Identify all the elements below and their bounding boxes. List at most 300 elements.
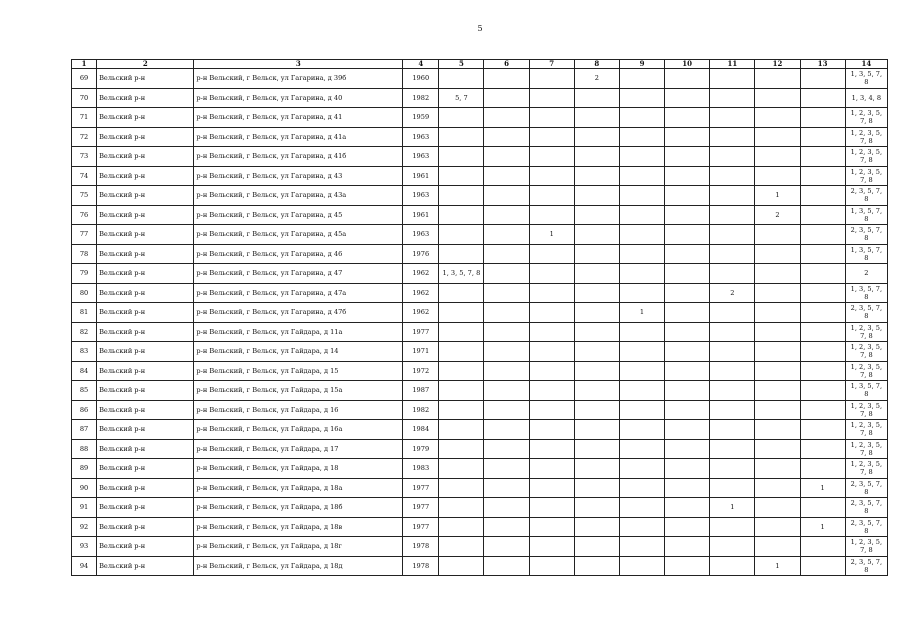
district-cell: Вельский р-н bbox=[97, 303, 194, 323]
col7-cell bbox=[529, 147, 574, 167]
col9-cell bbox=[619, 498, 664, 518]
col6-cell bbox=[484, 166, 529, 186]
row-number-cell: 70 bbox=[72, 88, 97, 108]
col14-cell: 1, 2, 3, 5, 7, 8 bbox=[845, 166, 887, 186]
table-row bbox=[72, 244, 888, 264]
col9-cell bbox=[619, 556, 664, 576]
address-cell: р-н Вельский, г Вельск, ул Гагарина, д 46 bbox=[194, 244, 403, 264]
col7-cell bbox=[529, 400, 574, 420]
col12-cell bbox=[755, 361, 800, 381]
col10-cell bbox=[665, 556, 710, 576]
col14-cell: 1, 2, 3, 5, 7, 8 bbox=[845, 322, 887, 342]
col13-cell bbox=[800, 381, 845, 401]
year-cell: 1978 bbox=[403, 556, 439, 576]
col13-cell bbox=[800, 186, 845, 206]
col7-cell bbox=[529, 166, 574, 186]
col14-cell: 2, 3, 5, 7, 8 bbox=[845, 478, 887, 498]
col9-cell bbox=[619, 439, 664, 459]
table-row bbox=[72, 283, 888, 303]
col11-cell bbox=[710, 459, 755, 479]
col8-cell bbox=[574, 108, 619, 128]
district-cell: Вельский р-н bbox=[97, 88, 194, 108]
column-header-8: 8 bbox=[574, 60, 619, 69]
col12-cell bbox=[755, 303, 800, 323]
year-cell: 1961 bbox=[403, 166, 439, 186]
col14-cell: 2, 3, 5, 7, 8 bbox=[845, 186, 887, 206]
address-cell: р-н Вельский, г Вельск, ул Гайдара, д 16 bbox=[194, 400, 403, 420]
col12-cell bbox=[755, 108, 800, 128]
row-number-cell: 83 bbox=[72, 342, 97, 362]
table-row bbox=[72, 147, 888, 167]
address-cell: р-н Вельский, г Вельск, ул Гайдара, д 18б bbox=[194, 498, 403, 518]
col9-cell bbox=[619, 225, 664, 245]
col14-cell: 1, 3, 4, 8 bbox=[845, 88, 887, 108]
col7-cell bbox=[529, 439, 574, 459]
col8-cell bbox=[574, 283, 619, 303]
row-number-cell: 71 bbox=[72, 108, 97, 128]
col13-cell bbox=[800, 459, 845, 479]
year-cell: 1963 bbox=[403, 186, 439, 206]
col13-cell bbox=[800, 166, 845, 186]
col10-cell bbox=[665, 400, 710, 420]
col13-cell bbox=[800, 361, 845, 381]
col11-cell bbox=[710, 264, 755, 284]
col7-cell bbox=[529, 264, 574, 284]
col5-cell bbox=[439, 244, 484, 264]
col12-cell bbox=[755, 127, 800, 147]
col5-cell bbox=[439, 322, 484, 342]
col12-cell bbox=[755, 244, 800, 264]
col10-cell bbox=[665, 342, 710, 362]
col13-cell bbox=[800, 420, 845, 440]
col6-cell bbox=[484, 459, 529, 479]
address-cell: р-н Вельский, г Вельск, ул Гайдара, д 15 bbox=[194, 361, 403, 381]
address-cell: р-н Вельский, г Вельск, ул Гайдара, д 18а bbox=[194, 478, 403, 498]
col9-cell bbox=[619, 264, 664, 284]
table-row bbox=[72, 459, 888, 479]
address-cell: р-н Вельский, г Вельск, ул Гагарина, д 47а bbox=[194, 283, 403, 303]
col10-cell bbox=[665, 537, 710, 557]
col10-cell bbox=[665, 439, 710, 459]
col11-cell bbox=[710, 303, 755, 323]
col14-cell: 1, 2, 3, 5, 7, 8 bbox=[845, 127, 887, 147]
year-cell: 1977 bbox=[403, 478, 439, 498]
col8-cell bbox=[574, 400, 619, 420]
col5-cell bbox=[439, 439, 484, 459]
district-cell: Вельский р-н bbox=[97, 478, 194, 498]
district-cell: Вельский р-н bbox=[97, 205, 194, 225]
col6-cell bbox=[484, 517, 529, 537]
col14-cell: 1, 2, 3, 5, 7, 8 bbox=[845, 342, 887, 362]
col7-cell bbox=[529, 244, 574, 264]
col8-cell bbox=[574, 322, 619, 342]
district-cell: Вельский р-н bbox=[97, 439, 194, 459]
col5-cell bbox=[439, 303, 484, 323]
col12-cell bbox=[755, 283, 800, 303]
col12-cell: 1 bbox=[755, 186, 800, 206]
row-number-cell: 86 bbox=[72, 400, 97, 420]
year-cell: 1971 bbox=[403, 342, 439, 362]
col12-cell bbox=[755, 420, 800, 440]
col5-cell: 5, 7 bbox=[439, 88, 484, 108]
col14-cell: 1, 2, 3, 5, 7, 8 bbox=[845, 147, 887, 167]
district-cell: Вельский р-н bbox=[97, 283, 194, 303]
col10-cell bbox=[665, 459, 710, 479]
column-header-6: 6 bbox=[484, 60, 529, 69]
header-row bbox=[72, 60, 888, 69]
address-cell: р-н Вельский, г Вельск, ул Гайдара, д 17 bbox=[194, 439, 403, 459]
col9-cell bbox=[619, 205, 664, 225]
col10-cell bbox=[665, 381, 710, 401]
col9-cell bbox=[619, 537, 664, 557]
col8-cell bbox=[574, 381, 619, 401]
col9-cell bbox=[619, 244, 664, 264]
row-number-cell: 75 bbox=[72, 186, 97, 206]
col10-cell bbox=[665, 322, 710, 342]
address-cell: р-н Вельский, г Вельск, ул Гагарина, д 47 bbox=[194, 264, 403, 284]
column-header-3: 3 bbox=[194, 60, 403, 69]
col8-cell bbox=[574, 264, 619, 284]
col11-cell bbox=[710, 439, 755, 459]
col14-cell: 1, 2, 3, 5, 7, 8 bbox=[845, 420, 887, 440]
col12-cell bbox=[755, 517, 800, 537]
col5-cell bbox=[439, 537, 484, 557]
data-table bbox=[71, 59, 888, 576]
col8-cell bbox=[574, 225, 619, 245]
col11-cell bbox=[710, 147, 755, 167]
col13-cell bbox=[800, 69, 845, 89]
table-row bbox=[72, 517, 888, 537]
col14-cell: 1, 3, 5, 7, 8 bbox=[845, 205, 887, 225]
district-cell: Вельский р-н bbox=[97, 459, 194, 479]
year-cell: 1982 bbox=[403, 400, 439, 420]
col13-cell bbox=[800, 205, 845, 225]
col9-cell bbox=[619, 283, 664, 303]
col10-cell bbox=[665, 127, 710, 147]
col7-cell bbox=[529, 459, 574, 479]
table-row bbox=[72, 205, 888, 225]
row-number-cell: 88 bbox=[72, 439, 97, 459]
col7-cell bbox=[529, 186, 574, 206]
col9-cell bbox=[619, 127, 664, 147]
col14-cell: 1, 3, 5, 7, 8 bbox=[845, 69, 887, 89]
col14-cell: 1, 2, 3, 5, 7, 8 bbox=[845, 400, 887, 420]
table-row bbox=[72, 225, 888, 245]
col8-cell bbox=[574, 420, 619, 440]
col8-cell bbox=[574, 342, 619, 362]
col14-cell: 2 bbox=[845, 264, 887, 284]
district-cell: Вельский р-н bbox=[97, 361, 194, 381]
col9-cell bbox=[619, 381, 664, 401]
col7-cell bbox=[529, 88, 574, 108]
year-cell: 1977 bbox=[403, 517, 439, 537]
col10-cell bbox=[665, 420, 710, 440]
col10-cell bbox=[665, 264, 710, 284]
row-number-cell: 80 bbox=[72, 283, 97, 303]
year-cell: 1987 bbox=[403, 381, 439, 401]
col6-cell bbox=[484, 420, 529, 440]
row-number-cell: 84 bbox=[72, 361, 97, 381]
col14-cell: 2, 3, 5, 7, 8 bbox=[845, 303, 887, 323]
col8-cell bbox=[574, 127, 619, 147]
col9-cell bbox=[619, 186, 664, 206]
table-row bbox=[72, 88, 888, 108]
col8-cell bbox=[574, 244, 619, 264]
row-number-cell: 77 bbox=[72, 225, 97, 245]
col5-cell bbox=[439, 342, 484, 362]
col8-cell bbox=[574, 186, 619, 206]
col9-cell bbox=[619, 342, 664, 362]
col11-cell bbox=[710, 225, 755, 245]
column-header-9: 9 bbox=[619, 60, 664, 69]
col5-cell bbox=[439, 225, 484, 245]
col5-cell bbox=[439, 283, 484, 303]
col10-cell bbox=[665, 303, 710, 323]
row-number-cell: 87 bbox=[72, 420, 97, 440]
col12-cell bbox=[755, 478, 800, 498]
col5-cell bbox=[439, 381, 484, 401]
address-cell: р-н Вельский, г Вельск, ул Гагарина, д 41 bbox=[194, 108, 403, 128]
column-header-10: 10 bbox=[665, 60, 710, 69]
col10-cell bbox=[665, 69, 710, 89]
col13-cell bbox=[800, 283, 845, 303]
district-cell: Вельский р-н bbox=[97, 166, 194, 186]
col6-cell bbox=[484, 225, 529, 245]
col13-cell bbox=[800, 342, 845, 362]
row-number-cell: 69 bbox=[72, 69, 97, 89]
address-cell: р-н Вельский, г Вельск, ул Гайдара, д 16а bbox=[194, 420, 403, 440]
address-cell: р-н Вельский, г Вельск, ул Гагарина, д 41а bbox=[194, 127, 403, 147]
col10-cell bbox=[665, 108, 710, 128]
table-row bbox=[72, 478, 888, 498]
col6-cell bbox=[484, 478, 529, 498]
col8-cell bbox=[574, 303, 619, 323]
row-number-cell: 90 bbox=[72, 478, 97, 498]
col11-cell bbox=[710, 556, 755, 576]
col14-cell: 1, 3, 5, 7, 8 bbox=[845, 381, 887, 401]
col13-cell: 1 bbox=[800, 517, 845, 537]
col13-cell: 1 bbox=[800, 478, 845, 498]
col7-cell bbox=[529, 556, 574, 576]
col7-cell bbox=[529, 69, 574, 89]
col10-cell bbox=[665, 166, 710, 186]
col7-cell bbox=[529, 127, 574, 147]
column-header-1: 1 bbox=[72, 60, 97, 69]
row-number-cell: 78 bbox=[72, 244, 97, 264]
col10-cell bbox=[665, 361, 710, 381]
column-header-14: 14 bbox=[845, 60, 887, 69]
col8-cell bbox=[574, 537, 619, 557]
year-cell: 1983 bbox=[403, 459, 439, 479]
col14-cell: 1, 3, 5, 7, 8 bbox=[845, 283, 887, 303]
col5-cell bbox=[439, 186, 484, 206]
col6-cell bbox=[484, 400, 529, 420]
address-cell: р-н Вельский, г Вельск, ул Гагарина, д 45 bbox=[194, 205, 403, 225]
col11-cell bbox=[710, 244, 755, 264]
col13-cell bbox=[800, 88, 845, 108]
district-cell: Вельский р-н bbox=[97, 127, 194, 147]
col9-cell bbox=[619, 69, 664, 89]
year-cell: 1978 bbox=[403, 537, 439, 557]
col10-cell bbox=[665, 186, 710, 206]
district-cell: Вельский р-н bbox=[97, 147, 194, 167]
col9-cell bbox=[619, 88, 664, 108]
district-cell: Вельский р-н bbox=[97, 556, 194, 576]
col12-cell bbox=[755, 381, 800, 401]
col6-cell bbox=[484, 439, 529, 459]
col5-cell bbox=[439, 205, 484, 225]
col9-cell bbox=[619, 166, 664, 186]
col13-cell bbox=[800, 439, 845, 459]
year-cell: 1984 bbox=[403, 420, 439, 440]
col13-cell bbox=[800, 498, 845, 518]
col12-cell bbox=[755, 439, 800, 459]
col6-cell bbox=[484, 283, 529, 303]
col9-cell bbox=[619, 108, 664, 128]
column-header-2: 2 bbox=[97, 60, 194, 69]
district-cell: Вельский р-н bbox=[97, 400, 194, 420]
col13-cell bbox=[800, 303, 845, 323]
year-cell: 1963 bbox=[403, 127, 439, 147]
table-body bbox=[72, 69, 888, 576]
col5-cell bbox=[439, 459, 484, 479]
table-row bbox=[72, 127, 888, 147]
col5-cell bbox=[439, 69, 484, 89]
col5-cell bbox=[439, 108, 484, 128]
col12-cell bbox=[755, 322, 800, 342]
col9-cell bbox=[619, 400, 664, 420]
col11-cell bbox=[710, 69, 755, 89]
col13-cell bbox=[800, 147, 845, 167]
col14-cell: 2, 3, 5, 7, 8 bbox=[845, 498, 887, 518]
col8-cell bbox=[574, 88, 619, 108]
col5-cell bbox=[439, 361, 484, 381]
col14-cell: 2, 3, 5, 7, 8 bbox=[845, 225, 887, 245]
col9-cell bbox=[619, 517, 664, 537]
year-cell: 1972 bbox=[403, 361, 439, 381]
col6-cell bbox=[484, 537, 529, 557]
col12-cell bbox=[755, 400, 800, 420]
table-row bbox=[72, 361, 888, 381]
row-number-cell: 79 bbox=[72, 264, 97, 284]
col12-cell bbox=[755, 166, 800, 186]
col9-cell bbox=[619, 478, 664, 498]
col5-cell bbox=[439, 400, 484, 420]
col6-cell bbox=[484, 244, 529, 264]
col7-cell bbox=[529, 108, 574, 128]
col12-cell bbox=[755, 88, 800, 108]
address-cell: р-н Вельский, г Вельск, ул Гагарина, д 40 bbox=[194, 88, 403, 108]
col13-cell bbox=[800, 322, 845, 342]
col13-cell bbox=[800, 400, 845, 420]
col10-cell bbox=[665, 205, 710, 225]
col5-cell bbox=[439, 420, 484, 440]
row-number-cell: 74 bbox=[72, 166, 97, 186]
col5-cell bbox=[439, 478, 484, 498]
col13-cell bbox=[800, 244, 845, 264]
col7-cell bbox=[529, 322, 574, 342]
col11-cell bbox=[710, 205, 755, 225]
col13-cell bbox=[800, 225, 845, 245]
district-cell: Вельский р-н bbox=[97, 498, 194, 518]
col13-cell bbox=[800, 127, 845, 147]
col8-cell bbox=[574, 459, 619, 479]
col13-cell bbox=[800, 537, 845, 557]
address-cell: р-н Вельский, г Вельск, ул Гагарина, д 43 bbox=[194, 166, 403, 186]
district-cell: Вельский р-н bbox=[97, 537, 194, 557]
district-cell: Вельский р-н bbox=[97, 186, 194, 206]
address-cell: р-н Вельский, г Вельск, ул Гагарина, д 43а bbox=[194, 186, 403, 206]
col7-cell bbox=[529, 342, 574, 362]
col5-cell bbox=[439, 166, 484, 186]
col6-cell bbox=[484, 342, 529, 362]
table-row bbox=[72, 303, 888, 323]
col8-cell bbox=[574, 205, 619, 225]
year-cell: 1976 bbox=[403, 244, 439, 264]
col11-cell bbox=[710, 381, 755, 401]
row-number-cell: 89 bbox=[72, 459, 97, 479]
year-cell: 1962 bbox=[403, 283, 439, 303]
table-row bbox=[72, 439, 888, 459]
table-row bbox=[72, 420, 888, 440]
year-cell: 1977 bbox=[403, 322, 439, 342]
col7-cell bbox=[529, 205, 574, 225]
address-cell: р-н Вельский, г Вельск, ул Гайдара, д 11а bbox=[194, 322, 403, 342]
col13-cell bbox=[800, 108, 845, 128]
column-header-7: 7 bbox=[529, 60, 574, 69]
col7-cell bbox=[529, 537, 574, 557]
col12-cell bbox=[755, 342, 800, 362]
year-cell: 1979 bbox=[403, 439, 439, 459]
col12-cell bbox=[755, 537, 800, 557]
col11-cell bbox=[710, 108, 755, 128]
col6-cell bbox=[484, 303, 529, 323]
col8-cell bbox=[574, 478, 619, 498]
address-cell: р-н Вельский, г Вельск, ул Гайдара, д 18г bbox=[194, 537, 403, 557]
col7-cell bbox=[529, 478, 574, 498]
col11-cell: 2 bbox=[710, 283, 755, 303]
col11-cell bbox=[710, 322, 755, 342]
col14-cell: 1, 2, 3, 5, 7, 8 bbox=[845, 459, 887, 479]
address-cell: р-н Вельский, г Вельск, ул Гагарина, д 47б bbox=[194, 303, 403, 323]
col6-cell bbox=[484, 264, 529, 284]
table-row bbox=[72, 186, 888, 206]
address-cell: р-н Вельский, г Вельск, ул Гагарина, д 45а bbox=[194, 225, 403, 245]
address-cell: р-н Вельский, г Вельск, ул Гайдара, д 18в bbox=[194, 517, 403, 537]
col8-cell bbox=[574, 517, 619, 537]
district-cell: Вельский р-н bbox=[97, 322, 194, 342]
col7-cell bbox=[529, 303, 574, 323]
col14-cell: 1, 2, 3, 5, 7, 8 bbox=[845, 537, 887, 557]
column-header-13: 13 bbox=[800, 60, 845, 69]
column-header-12: 12 bbox=[755, 60, 800, 69]
col7-cell bbox=[529, 381, 574, 401]
table-row bbox=[72, 108, 888, 128]
district-cell: Вельский р-н bbox=[97, 108, 194, 128]
year-cell: 1982 bbox=[403, 88, 439, 108]
row-number-cell: 72 bbox=[72, 127, 97, 147]
col12-cell bbox=[755, 459, 800, 479]
col6-cell bbox=[484, 88, 529, 108]
district-cell: Вельский р-н bbox=[97, 69, 194, 89]
table-row bbox=[72, 498, 888, 518]
col10-cell bbox=[665, 478, 710, 498]
col12-cell bbox=[755, 147, 800, 167]
col9-cell bbox=[619, 420, 664, 440]
col10-cell bbox=[665, 517, 710, 537]
row-number-cell: 82 bbox=[72, 322, 97, 342]
year-cell: 1962 bbox=[403, 264, 439, 284]
